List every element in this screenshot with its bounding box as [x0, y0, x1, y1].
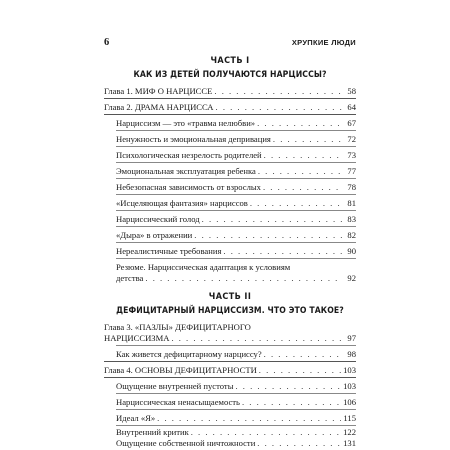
toc-item[interactable]: [116, 349, 356, 360]
toc-entry-text: детства: [116, 273, 144, 283]
toc-item[interactable]: [116, 381, 356, 392]
toc-page-number: 82: [347, 230, 356, 240]
toc-item[interactable]: [116, 438, 356, 449]
toc-leader-dots: [242, 397, 341, 408]
toc-entry-text: Ощущение собственной ничтожности: [116, 438, 256, 448]
item-rule: [116, 258, 356, 259]
toc-item[interactable]: [116, 150, 356, 161]
toc-entry-text: Небезопасная зависимость от взрослых: [116, 182, 261, 192]
toc-chapter-2[interactable]: [104, 102, 356, 113]
toc-leader-dots: [157, 413, 341, 424]
toc-entry-text-line1[interactable]: Резюме. Нарциссическая адаптация к условиям: [116, 262, 291, 272]
chapter-rule: [104, 114, 356, 115]
toc-page-number: 58: [347, 86, 356, 96]
toc-entry-text: Как живется дефицитарному нарциссу?: [116, 349, 262, 359]
part2-label: ЧАСТЬ II: [208, 292, 252, 302]
toc-entry-text: Глава 1. МИФ О НАРЦИССЕ: [104, 86, 213, 96]
toc-page-number: 92: [347, 273, 356, 283]
running-head: ХРУПКИЕ ЛЮДИ: [291, 38, 356, 47]
item-rule: [116, 242, 356, 243]
toc-entry-text-line1[interactable]: Глава 3. «ПАЗЛЫ» ДЕФИЦИТАРНОГО: [104, 322, 251, 332]
toc-leader-dots: [202, 214, 342, 225]
chapter-rule: [104, 361, 356, 362]
toc-item[interactable]: [116, 427, 356, 438]
toc-item[interactable]: [116, 134, 356, 145]
toc-page-number: 83: [347, 214, 356, 224]
toc-leader-dots: [216, 102, 342, 113]
item-rule: [116, 162, 356, 163]
item-rule: [116, 178, 356, 179]
toc-leader-dots: [263, 182, 342, 193]
item-rule: [116, 194, 356, 195]
toc-entry-text: Психологическая незрелость родителей: [116, 150, 262, 160]
toc-entry-text: Глава 2. ДРАМА НАРЦИССА: [104, 102, 214, 112]
toc-leader-dots: [191, 427, 341, 438]
toc-leader-dots: [259, 365, 341, 376]
chapter-rule: [104, 377, 356, 378]
toc-page-number: 81: [347, 198, 356, 208]
toc-entry-text: «Исцеляющая фантазия» нарциссов: [116, 198, 248, 208]
part1-title: КАК ИЗ ДЕТЕЙ ПОЛУЧАЮТСЯ НАРЦИССЫ?: [133, 70, 327, 80]
toc-chapter-4[interactable]: [104, 365, 356, 376]
toc-entry-text: Нарциссизм — это «травма нелюбви»: [116, 118, 256, 128]
toc-page-number: 73: [347, 150, 356, 160]
toc-item[interactable]: [116, 214, 356, 225]
part2-title: ДЕФИЦИТАРНЫЙ НАРЦИССИЗМ. ЧТО ЭТО ТАКОЕ?: [116, 306, 344, 316]
toc-page-number: 77: [347, 166, 356, 176]
toc-item[interactable]: [116, 246, 356, 257]
toc-page-number: 122: [343, 427, 356, 437]
toc-page-number: 97: [347, 333, 356, 343]
toc-entry-text: Нарциссический голод: [116, 214, 200, 224]
toc-entry-text: Идеал «Я»: [116, 413, 156, 423]
item-rule: [116, 146, 356, 147]
toc-page-number: 106: [343, 397, 356, 407]
toc-page-number: 67: [347, 118, 356, 128]
toc-entry-text: Нереалистичные требования: [116, 246, 222, 256]
toc-entry-text: НАРЦИССИЗМА: [104, 333, 170, 343]
toc-entry-text: «Дыра» в отражении: [116, 230, 193, 240]
toc-item[interactable]: [116, 198, 356, 209]
toc-entry-text: Глава 4. ОСНОВЫ ДЕФИЦИТАРНОСТИ: [104, 365, 257, 375]
toc-page-number: 72: [347, 134, 356, 144]
toc-item[interactable]: [116, 166, 356, 177]
item-rule: [116, 409, 356, 410]
item-rule: [116, 130, 356, 131]
toc-page-number: 98: [347, 349, 356, 359]
toc-leader-dots: [264, 150, 342, 161]
toc-item[interactable]: [116, 182, 356, 193]
page-number: 6: [104, 37, 110, 48]
toc-leader-dots: [250, 198, 342, 209]
item-rule: [116, 210, 356, 211]
chapter-rule: [104, 98, 356, 99]
part1-label: ЧАСТЬ I: [210, 56, 250, 66]
toc-leader-dots: [171, 333, 342, 344]
toc-item[interactable]: [116, 230, 356, 241]
toc-leader-dots: [273, 134, 342, 145]
toc-page-number: 78: [347, 182, 356, 192]
toc-page-number: 131: [343, 438, 356, 448]
toc-page-number: 103: [343, 365, 356, 375]
toc-chapter-3[interactable]: [104, 333, 356, 344]
toc-leader-dots: [145, 273, 342, 284]
toc-page-number: 103: [343, 381, 356, 391]
toc-leader-dots: [258, 166, 342, 177]
toc-leader-dots: [264, 349, 342, 360]
toc-leader-dots: [257, 118, 342, 129]
toc-page-number: 115: [343, 413, 356, 423]
toc-entry-text: Внутренний критик: [116, 427, 189, 437]
toc-page-number: 90: [347, 246, 356, 256]
toc-chapter-1[interactable]: [104, 86, 356, 97]
toc-leader-dots: [223, 246, 342, 257]
toc-entry-text: Ненужность и эмоциональная депривация: [116, 134, 271, 144]
toc-item[interactable]: [116, 413, 356, 424]
item-rule: [116, 425, 356, 426]
toc-item[interactable]: [116, 118, 356, 129]
toc-leader-dots: [235, 381, 341, 392]
item-rule: [116, 393, 356, 394]
toc-leader-dots: [214, 86, 342, 97]
item-rule: [116, 345, 356, 346]
toc-page-number: 64: [347, 102, 356, 112]
toc-item[interactable]: [116, 397, 356, 408]
item-rule: [116, 226, 356, 227]
toc-item[interactable]: [116, 273, 356, 284]
toc-entry-text: Эмоциональная эксплуатация ребенка: [116, 166, 256, 176]
toc-leader-dots: [194, 230, 342, 241]
toc-entry-text: Ощущение внутренней пустоты: [116, 381, 234, 391]
toc-leader-dots: [257, 438, 341, 449]
toc-entry-text: Нарциссическая ненасыщаемость: [116, 397, 240, 407]
